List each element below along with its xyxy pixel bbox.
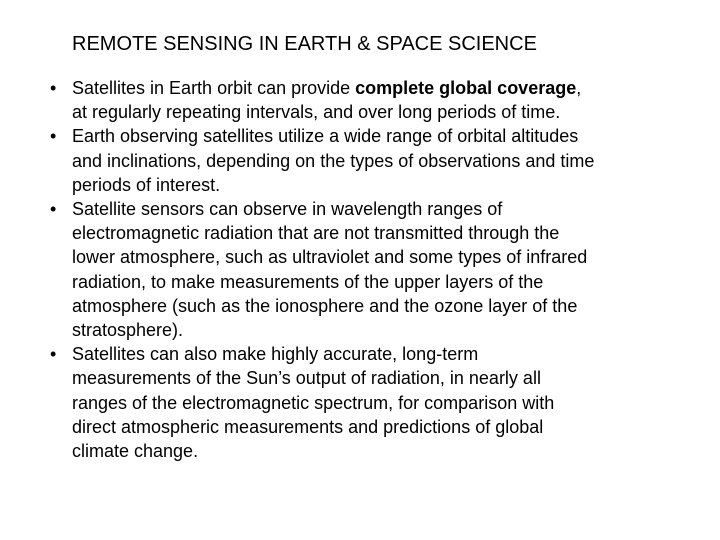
bullet-list	[50, 76, 690, 463]
bullet-line: measurements of the Sun’s output of radiation, in nearly all	[72, 368, 541, 389]
bullet-line: periods of interest.	[72, 174, 221, 195]
bullet-line: Earth observing satellites utilize a wide range of orbital altitudes	[72, 126, 579, 147]
bullet-line: climate change.	[72, 441, 199, 462]
bullet-line: Satellite sensors can observe in wavelength ranges of	[72, 199, 503, 220]
bullet-dot-icon: •	[50, 78, 57, 98]
bullet-line: and inclinations, depending on the types of observations and time	[72, 150, 595, 171]
bullet-line: Satellites can also make highly accurate, long-term	[72, 344, 479, 365]
bullet-line: stratosphere).	[72, 320, 184, 341]
bullet-item	[50, 197, 690, 342]
bullet-item	[50, 124, 690, 197]
bullet-line: ranges of the electromagnetic spectrum, for comparison with	[72, 392, 555, 413]
bullet-line: radiation, to make measurements of the upper layers of the	[72, 271, 544, 292]
bullet-dot-icon: •	[50, 344, 57, 365]
bullet-line: at regularly repeating intervals, and over long periods of time.	[72, 102, 561, 123]
bullet-text: Satellites in Earth orbit can provide	[72, 78, 356, 98]
bullet-dot-icon: •	[50, 126, 57, 147]
bullet-item	[50, 76, 690, 124]
bullet-line: lower atmosphere, such as ultraviolet and some types of infrared	[72, 247, 588, 268]
bullet-text: ,	[576, 78, 582, 98]
bullet-item	[50, 342, 690, 463]
bullet-dot-icon: •	[50, 199, 57, 220]
bullet-line: electromagnetic radiation that are not transmitted through the	[72, 223, 560, 244]
bullet-line: direct atmospheric measurements and predictions of global	[72, 416, 544, 437]
bullet-line	[72, 76, 690, 100]
bullet-line: atmosphere (such as the ionosphere and the ozone layer of the	[72, 295, 578, 316]
bullet-emphasis: complete global coverage	[355, 78, 577, 98]
slide-title: REMOTE SENSING IN EARTH & SPACE SCIENCE	[72, 33, 537, 55]
